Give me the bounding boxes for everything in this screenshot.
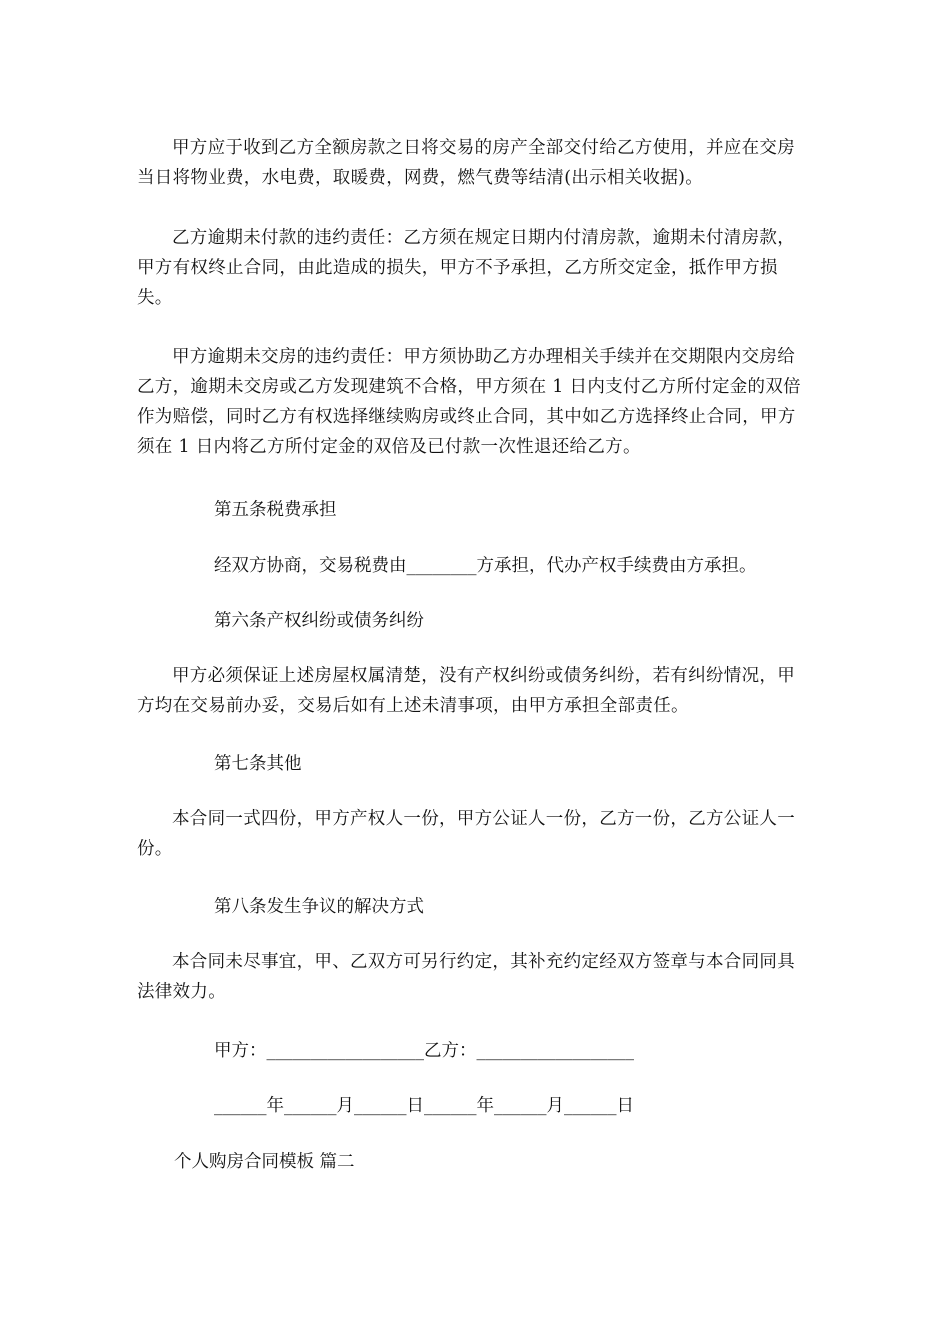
next-section-title: 个人购房合同模板 篇二 — [174, 1152, 355, 1172]
article-8-text: 本合同未尽事宜，甲、乙双方可另行约定，其补充约定经双方签章与本合同同具法律效力。 — [137, 952, 795, 1002]
article-6-heading: 第六条产权纠纷或债务纠纷 — [214, 611, 424, 631]
clause-handover-paragraph: 甲方应于收到乙方全额房款之日将交易的房产全部交付给乙方使用，并应在交房当日将物业费，水电费，取暖费，网费，燃气费等结清(出示相关收据)。 — [137, 138, 795, 188]
clause-buyer-default-paragraph: 乙方逾期未付款的违约责任：乙方须在规定日期内付清房款，逾期未付清房款，甲方有权终止合同，由此造成的损失，甲方不予承担，乙方所交定金，抵作甲方损失。 — [137, 228, 795, 308]
article-5-text: 经双方协商，交易税费由________方承担，代办产权手续费由方承担。 — [214, 556, 757, 576]
article-7-heading: 第七条其他 — [214, 754, 302, 774]
clause-seller-default-paragraph: 甲方逾期未交房的违约责任：甲方须协助乙方办理相关手续并在交期限内交房给乙方，逾期未交房或乙方发现建筑不合格，甲方须在 1 日内支付乙方所付定金的双倍作为赔偿，同时乙方有权选择继续购房或终止合同，其中如乙方选择终止合同，甲方须在 1 日内将乙方所付定金的双倍及已付款一次性退还给乙方。 — [137, 347, 801, 457]
article-6-text: 甲方必须保证上述房屋权属清楚，没有产权纠纷或债务纠纷，若有纠纷情况，甲方均在交易前办妥，交易后如有上述未清事项，由甲方承担全部责任。 — [137, 666, 795, 716]
signature-date-line: ______年______月______日______年______月______日 — [214, 1096, 634, 1116]
article-8-heading: 第八条发生争议的解决方式 — [214, 897, 424, 917]
article-7-text: 本合同一式四份，甲方产权人一份，甲方公证人一份，乙方一份，乙方公证人一份。 — [137, 809, 795, 859]
signature-parties-line: 甲方：__________________乙方：__________________ — [214, 1041, 634, 1061]
article-5-heading: 第五条税费承担 — [214, 500, 337, 520]
